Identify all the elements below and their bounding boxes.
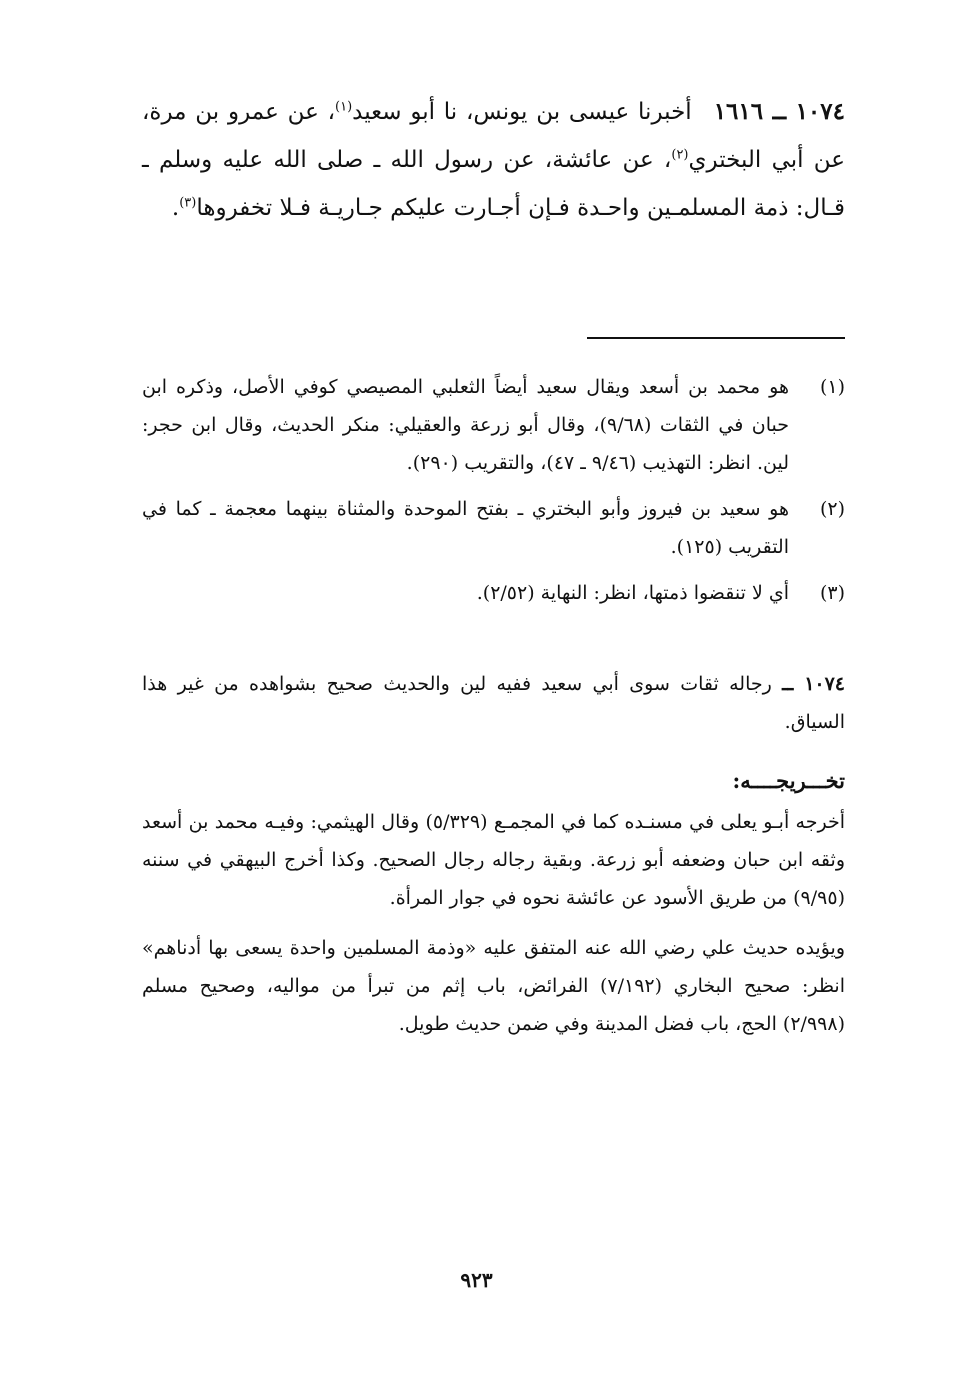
grading-paragraph [142,665,845,741]
commentary-number: ١٠٧٤ ــ [782,673,846,695]
footnote-text: هو سعيد بن فيروز وأبو البختري ـ بفتح الموحدة والمثناة بينهما معجمة ـ كما في التقريب (١٢٥). [142,498,789,558]
footnote-ref-1: (١) [335,99,353,115]
footnote-2 [142,490,845,566]
hadith-text-part3: ، عن عائشة، عن رسول الله ـ صلى الله عليه وسلم ـ قـال: ذمة المسلمـين واحـدة فـإن أجـارت عليكم جـاريـة فـلا تخفروها [142,147,845,221]
grading-text: رجاله ثقات سوى أبي سعيد ففيه لين والحديث صحيح بشواهده من غير هذا السياق. [142,673,845,733]
commentary [142,665,845,1055]
hadith-text [142,88,845,232]
footnote-marker: (١) [819,376,845,398]
footnote-text: هو محمد بن أسعد ويقال سعيد أيضاً الثعلبي المصيصي كوفي الأصل، وذكره ابن حبان في الثقات (٩/٦٨)، وقال أبو زرعة والعقيلي: منكر الحديث، وقال ابن حجر: لين. انظر: التهذيب (٩/٤٦ ـ ٤٧)، والتقريب (٢٩٠). [142,376,789,474]
footnote-ref-3: (٣) [179,195,197,211]
footnote-marker: (٢) [819,498,845,520]
footnote-ref-2: (٢) [671,147,689,163]
takhrij-heading: تخـــريجــــه: [732,768,845,793]
hadith-number: ١٠٧٤ ــ ١٦١٦ [713,98,845,125]
hadith-text-part1: أخبرنا عيسى بن يونس، نا أبو سعيد [352,99,692,125]
hadith-text-part4: . [171,195,180,221]
hadith-text-part2: ، عن عمرو بن مرة، عن أبي البختري [142,99,846,173]
page-number: ٩٢٣ [460,1268,493,1292]
takhrij-paragraph-2: ويؤيده حديث علي رضي الله عنه المتفق عليه «وذمة المسلمين واحدة يسعى بها أدناهم» انظر: صحيح البخاري (٧/١٩٢) الفرائض، باب إثم من تبرأ من مواليه، وصحيح مسلم (٢/٩٩٨) الحج، باب فضل المدينة وفي ضمن حديث طويل. [142,937,845,1035]
hadith-block [142,88,845,232]
footnote-3 [142,574,845,612]
footnotes [142,368,845,620]
footnote-1 [142,368,845,482]
takhrij-paragraph-1: أخرجه أبـو يعلى في مسنـده كما في المجمـع (٥/٣٢٩) وقال الهيثمي: وفيـه محمد بن أسعد وثقه ابن حبان وضعفه أبو زرعة. وبقية رجاله رجال الصحيح. وكذا أخرج البيهقي في سننه (٩/٩٥) من طريق الأسود عن عائشة نحوه في جوار المرأة. [142,811,845,909]
footnote-text: أي لا تنقضوا ذمتها، انظر: النهاية (٢/٥٢). [476,582,789,604]
footnote-marker: (٣) [819,582,845,604]
footnote-separator [587,337,845,339]
